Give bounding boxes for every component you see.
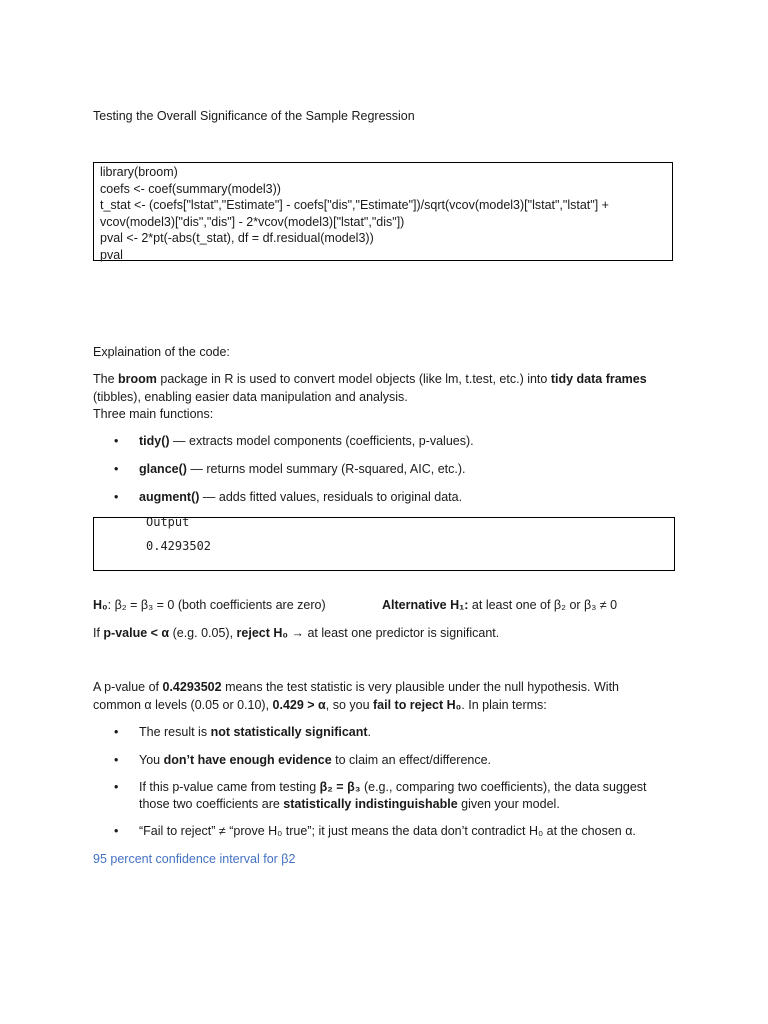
h1-text: at least one of β₂ or β₃ ≠ 0 xyxy=(468,598,618,612)
code-line: pval xyxy=(100,247,123,262)
function-desc: — adds fitted values, residuals to original data. xyxy=(199,490,463,504)
bold-text: not statistically significant xyxy=(210,725,368,739)
bullet-dot: • xyxy=(114,462,119,476)
bold-text: 0.4293502 xyxy=(162,680,222,694)
bold-text: don’t have enough evidence xyxy=(163,753,332,767)
function-name: glance() xyxy=(139,462,187,476)
bullet-dot: • xyxy=(114,753,119,767)
text-run: (e.g., comparing two coefficients), the data suggest xyxy=(360,780,647,794)
h0-text: : β₂ = β₃ = 0 (both coefficients are zero) xyxy=(107,598,326,612)
interpretation-paragraph xyxy=(93,679,619,714)
output-box xyxy=(93,517,675,571)
paragraph-line xyxy=(93,371,647,389)
bold-text: β₂ = β₃ xyxy=(319,780,361,794)
text-run: You xyxy=(139,753,164,767)
text-run: package in R is used to convert model objects (like lm, t.test, etc.) into xyxy=(156,372,551,386)
output-value: 0.4293502 xyxy=(146,539,212,553)
bullet-text: “Fail to reject” ≠ “prove H₀ true”; it just means the data don’t contradict H₀ at the chosen α. xyxy=(139,824,636,838)
text-run: . xyxy=(367,725,372,739)
bullet-dot: • xyxy=(114,725,119,739)
text-run: . In plain terms: xyxy=(461,697,547,712)
bold-text: reject H₀ xyxy=(236,626,289,640)
bullet-dot: • xyxy=(114,780,119,794)
code-line: pval <- 2*pt(-abs(t_stat), df = df.residual(model3)) xyxy=(100,231,374,245)
paragraph-line: Three main functions: xyxy=(93,407,214,421)
h0-label: H₀ xyxy=(93,598,108,612)
bold-text: statistically indistinguishable xyxy=(283,797,458,811)
decision-rule xyxy=(93,625,499,642)
text-run: means the test statistic is very plausible under the null hypothesis. With xyxy=(221,680,620,694)
code-line: t_stat <- (coefs["lstat","Estimate"] - coefs["dis","Estimate"])/sqrt(vcov(model3)["lstat","lstat"] + xyxy=(100,198,609,212)
h1-label: Alternative H₁: xyxy=(382,598,469,612)
text-run: given your model. xyxy=(457,797,560,811)
text-run: The xyxy=(93,372,119,386)
code-line: vcov(model3)["dis","dis"] - 2*vcov(model3)["lstat","dis"]) xyxy=(100,214,405,229)
text-run: A p-value of xyxy=(93,680,163,694)
paragraph-line xyxy=(93,679,619,697)
bold-text: fail to reject H₀ xyxy=(373,697,462,712)
bold-text: 0.429 > α xyxy=(272,697,326,712)
text-run: (e.g. 0.05), xyxy=(169,626,237,640)
text-run: If xyxy=(93,626,104,640)
confidence-interval-heading: 95 percent confidence interval for β2 xyxy=(93,852,296,866)
text-run: → at least one predictor is significant. xyxy=(288,626,500,640)
bold-text: broom xyxy=(118,372,157,386)
text-run: those two coefficients are xyxy=(139,797,284,811)
text-run: common α levels (0.05 or 0.10), xyxy=(93,697,273,712)
bullet-dot: • xyxy=(114,434,119,448)
code-block xyxy=(93,162,673,261)
output-label: Output xyxy=(146,517,190,529)
alternative-hypothesis xyxy=(382,597,617,614)
bullet-dot: • xyxy=(114,824,119,838)
broom-paragraph xyxy=(93,371,647,424)
paragraph-line xyxy=(93,697,619,715)
function-name: augment() xyxy=(139,490,200,504)
text-run: The result is xyxy=(139,725,211,739)
code-line: coefs <- coef(summary(model3)) xyxy=(100,181,281,196)
bullet-dot: • xyxy=(114,490,119,504)
null-hypothesis xyxy=(93,597,326,614)
explanation-heading: Explaination of the code: xyxy=(93,345,230,359)
bold-text: tidy data frames xyxy=(550,372,647,386)
text-run: If this p-value came from testing xyxy=(139,780,320,794)
text-run: to claim an effect/difference. xyxy=(331,753,492,767)
function-desc: — returns model summary (R-squared, AIC, etc.). xyxy=(186,462,466,476)
document-title: Testing the Overall Significance of the Sample Regression xyxy=(93,109,415,123)
paragraph-line: (tibbles), enabling easier data manipulation and analysis. xyxy=(93,389,408,404)
function-desc: — extracts model components (coefficients, p-values). xyxy=(169,434,474,448)
text-run: , so you xyxy=(325,697,373,712)
code-line: library(broom) xyxy=(100,165,178,179)
bold-text: p-value < α xyxy=(103,626,170,640)
function-name: tidy() xyxy=(139,434,170,448)
